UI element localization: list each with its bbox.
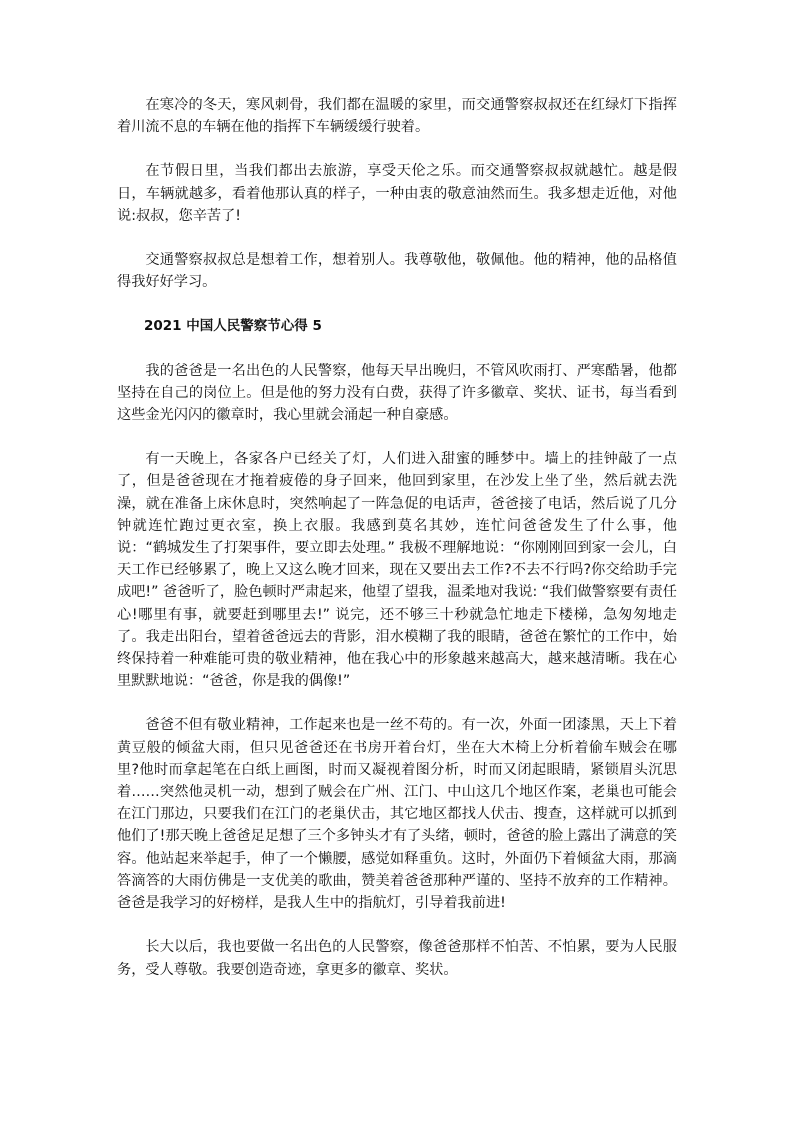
paragraph-winter-traffic-police: 在寒冷的冬天，寒风刺骨，我们都在温暖的家里，而交通警察叔叔还在红绿灯下指挥着川流不息的车辆在他的指挥下车辆缓缓行驶着。 — [117, 97, 677, 136]
paragraph-father-police-intro: 我的爸爸是一名出色的人民警察，他每天早出晚归，不管风吹雨打、严寒酷暑，他都坚持在自己的岗位上。但是他的努力没有白费，获得了许多徽章、奖状、证书，每当看到这些金光闪闪的徽章时，我心里就会涌起一种自豪感。 — [117, 362, 677, 424]
paragraph-respect-traffic-police: 交通警察叔叔总是想着工作，想着别人。我尊敬他，敬佩他。他的精神，他的品格值得我好好学习。 — [117, 252, 677, 291]
paragraph-holiday-traffic-police: 在节假日里，当我们都出去旅游，享受天伦之乐。而交通警察叔叔就越忙。越是假日，车辆就越多，看着他那认真的样子，一种由衷的敬意油然而生。我多想走近他，对他说:叔叔，您辛苦了! — [117, 163, 677, 224]
section-heading: 2021 中国人民警察节心得 5 — [144, 318, 322, 335]
paragraph-night-call: 有一天晚上，各家各户已经关了灯，人们进入甜蜜的睡梦中。墙上的挂钟敲了一点了，但是爸爸现在才拖着疲倦的身子回来，他回到家里，在沙发上坐了坐，然后就去洗澡，就在准备上床休息时，突然响起了一阵急促的电话声，爸爸接了电话，然后说了几分钟就连忙跑过更衣室，换上衣服。我感到莫名其妙，连忙问爸爸发生了什么事，他说：“鹤城发生了打架事件，要立即去处理。” 我极不理解地说：“你刚刚回到家一会儿，白天工作已经够累了，晚上又这么晚才回来，现在又要出去工作?不去不行吗?你交给助手完成吧!” 爸爸听了，脸色顿时严肃起来，他望了望我，温柔地对我说: “我们做警察要有责任心!哪里有事，就要赶到哪里去!” 说完，还不够三十秒就急忙地走下楼梯，急匆匆地走了。我走出阳台，望着爸爸远去的背影，泪水模糊了我的眼睛，爸爸在繁忙的工作中，始终保持着一种难能可贵的敬业精神，他在我心中的形象越来越高大，越来越清晰。我在心里默默地说：“爸爸，你是我的偶像!” — [117, 451, 677, 690]
paragraph-careful-work: 爸爸不但有敬业精神，工作起来也是一丝不苟的。有一次，外面一团漆黑，天上下着黄豆般的倾盆大雨，但只见爸爸还在书房开着台灯，坐在大木椅上分析着偷车贼会在哪里?他时而拿起笔在白纸上画图，时而又凝视着图分析，时而又闭起眼睛，紧锁眉头沉思着……突然他灵机一动，想到了贼会在广州、江门、中山这几个地区作案，老巢也可能会在江门那边，只要我们在江门的老巢伏击，其它地区都找人伏击、搜查，这样就可以抓到他们了!那天晚上爸爸足足想了三个多钟头才有了头绪，顿时，爸爸的脸上露出了满意的笑容。他站起来举起手，伸了一个懒腰，感觉如释重负。这时，外面仍下着倾盆大雨，那滴答滴答的大雨仿佛是一支优美的歌曲，赞美着爸爸那种严谨的、坚持不放弃的工作精神。爸爸是我学习的好榜样，是我人生中的指航灯，引导着我前进! — [117, 717, 677, 912]
paragraph-future-aspiration: 长大以后，我也要做一名出色的人民警察，像爸爸那样不怕苦、不怕累，要为人民服务，受人尊敬。我要创造奇迹，拿更多的徽章、奖状。 — [117, 939, 677, 978]
document-body — [117, 94, 677, 1003]
